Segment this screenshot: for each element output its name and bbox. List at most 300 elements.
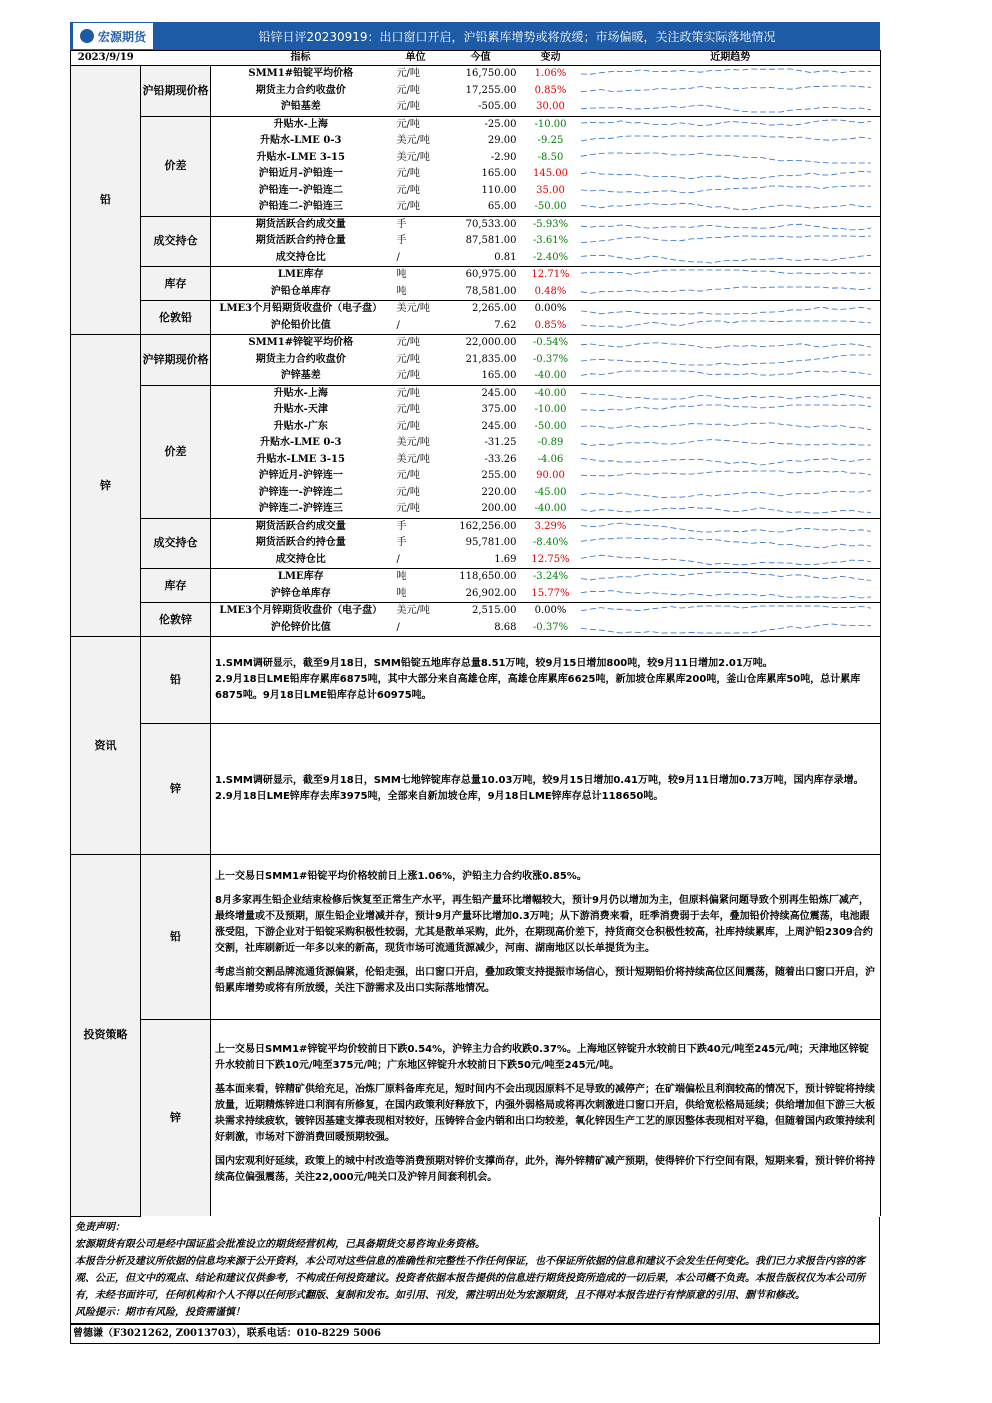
paragraph: 上一交易日SMM1#铅锭平均价格较前日上涨1.06%，沪铅主力合约收涨0.85%。: [215, 871, 587, 882]
header-row: [71, 51, 881, 66]
table-row: [71, 335, 881, 352]
indicator-name: 升贴水-LME 0-3: [260, 437, 342, 449]
trend-sparkline: [581, 520, 871, 534]
value-cell: -2.90: [490, 151, 517, 163]
trend-line: [581, 471, 871, 476]
company-logo: [72, 22, 154, 50]
strategy-label: 投资策略: [71, 855, 141, 1217]
value-cell: 26,902.00: [465, 587, 517, 599]
trend-line: [581, 270, 871, 274]
trend-cell: [581, 183, 881, 200]
change-cell: -40.00: [521, 385, 581, 402]
value-cell: 60,975.00: [441, 267, 521, 284]
change-cell: 90.00: [536, 470, 565, 482]
change-cell: -3.61%: [532, 235, 569, 247]
trend-line: [581, 255, 871, 263]
indicator-name: LME库存: [211, 569, 391, 586]
value-cell: 78,581.00: [465, 285, 517, 297]
value-cell: 65.00: [487, 201, 517, 213]
trend-cell: [581, 99, 881, 116]
unit-cell: 元/吨: [391, 385, 441, 402]
indicator-name: 期货主力合约收盘价: [255, 84, 346, 96]
value-cell: -505.00: [478, 101, 517, 113]
change-cell: 0.00%: [521, 603, 581, 620]
table-row: [71, 301, 881, 318]
trend-line: [581, 69, 871, 74]
unit-cell: 元/吨: [396, 370, 420, 382]
trend-cell: [581, 133, 881, 150]
change-cell: 0.48%: [534, 285, 567, 297]
unit-cell: 吨: [396, 587, 407, 599]
value-cell: 375.00: [481, 404, 517, 416]
paragraph: 上一交易日SMM1#锌锭平均价较前日下跌0.54%，沪锌主力合约收跌0.37%。上海地区锌锭升水较前日下跌40元/吨至245元/吨；天津地区锌锭升水较前日下跌10元/吨至375元/吨；广东地区锌锭升水较前日下跌50元/吨至245元/吨。: [215, 1044, 869, 1071]
change-cell: 0.00%: [521, 301, 581, 318]
trend-line: [581, 405, 871, 411]
group-label: 伦敦锌: [141, 603, 211, 637]
unit-cell: 元/吨: [391, 116, 441, 133]
table-row: [71, 603, 881, 620]
trend-line: [581, 120, 871, 126]
trend-sparkline: [581, 218, 871, 232]
trend-sparkline: [581, 420, 871, 434]
disclaimer-line: 风险提示：期市有风险，投资需谨慎！: [75, 1306, 245, 1318]
group-label: 沪锌期现价格: [141, 335, 211, 386]
value-cell: 29.00: [487, 135, 517, 147]
trend-cell: [581, 116, 881, 133]
logo-mark-icon: [80, 29, 94, 43]
trend-cell: [581, 603, 881, 620]
indicator-name: 沪铅基差: [280, 101, 321, 113]
indicator-name: 沪锌基差: [280, 370, 321, 382]
change-cell: 15.77%: [531, 587, 570, 599]
indicator-name: 沪伦锌价比值: [270, 621, 331, 633]
change-cell: -0.37%: [532, 621, 569, 633]
trend-cell: [581, 166, 881, 183]
author-footer: 曾德谦（F3021262, Z0013703），联系电话：010-8229 5006: [70, 1324, 880, 1344]
group-label: 伦敦铅: [141, 301, 211, 335]
value-cell: 16,750.00: [441, 66, 521, 83]
unit-cell: 元/吨: [396, 503, 420, 515]
trend-line: [581, 105, 871, 112]
change-cell: -50.00: [534, 420, 567, 432]
trend-line: [581, 371, 871, 375]
value-cell: 87,581.00: [465, 235, 517, 247]
unit-cell: 元/吨: [391, 335, 441, 352]
trend-sparkline: [581, 251, 871, 265]
indicator-name: SMM1#锌锭平均价格: [211, 335, 391, 352]
value-cell: 1.69: [494, 553, 517, 565]
trend-sparkline: [581, 285, 871, 299]
trend-sparkline: [581, 200, 871, 214]
trend-line: [581, 307, 871, 314]
value-cell: 110.00: [481, 184, 517, 196]
group-label: 价差: [141, 385, 211, 518]
change-cell: -40.00: [534, 370, 567, 382]
trend-cell: [581, 452, 881, 469]
trend-sparkline: [581, 118, 871, 132]
zinc-strategy: [211, 1020, 881, 1217]
text-row: [71, 855, 881, 1020]
metal-label: 锌: [71, 335, 141, 637]
col-trend: 近期趋势: [581, 51, 881, 66]
indicator-name: LME库存: [211, 267, 391, 284]
indicator-name: 期货主力合约收盘价: [255, 353, 346, 365]
change-cell: 0.85%: [534, 84, 567, 96]
indicator-name: 升贴水-LME 0-3: [260, 135, 342, 147]
indicator-name: 升贴水-上海: [211, 116, 391, 133]
indicator-name: 沪锌连二-沪锌连三: [258, 503, 343, 515]
change-cell: -0.54%: [521, 335, 581, 352]
table-row: [71, 116, 881, 133]
change-cell: -45.00: [534, 486, 567, 498]
unit-cell: 元/吨: [391, 66, 441, 83]
trend-sparkline: [581, 336, 871, 350]
unit-cell: 元/吨: [396, 420, 420, 432]
unit-cell: /: [396, 553, 400, 565]
trend-cell: [581, 485, 881, 502]
table-row: [71, 216, 881, 233]
value-cell: 118,650.00: [441, 569, 521, 586]
group-label: 库存: [141, 267, 211, 301]
value-cell: 7.62: [494, 319, 517, 331]
disclaimer-line: 本报告分析及建议所依据的信息均来源于公开资料，本公司对这些信息的准确性和完整性不作任何保证，也不保证所依据的信息和建议不会发生任何变化。我们已力求报告内容的客观、公正，但文中的观点、结论和建议仅供参考，不构成任何投资建议。投资者依据本报告提供的信息进行期货投资所造成的一切后果，本公司概不负责。本报告版权仅为本公司所有，未经书面许可，任何机构和个人不得以任何形式翻版、复制和发布。如引用、刊发，需注明出处为宏源期货，且不得对本报告进行有悖原意的引用、删节和修改。: [75, 1255, 865, 1301]
indicator-name: 升贴水-广东: [273, 420, 328, 432]
value-cell: -31.25: [484, 437, 517, 449]
value-cell: 245.00: [441, 385, 521, 402]
trend-cell: [581, 216, 881, 233]
unit-cell: 元/吨: [396, 486, 420, 498]
unit-cell: 手: [396, 235, 407, 247]
trend-line: [581, 606, 871, 611]
paragraph: 国内宏观利好延续，政策上的城中村改造等消费预期对锌价支撑尚存，此外，海外锌精矿减产预期，使得锌价下行空间有限，短期来看，预计锌价将持续高位偏强震荡，关注22,000元/吨关口及沪锌月间套利机会。: [215, 1156, 875, 1183]
indicator-name: 成交持仓比: [275, 251, 326, 263]
trend-line: [581, 172, 871, 179]
unit-cell: 元/吨: [396, 353, 420, 365]
change-cell: -0.37%: [532, 353, 569, 365]
trend-sparkline: [581, 268, 871, 282]
change-cell: 30.00: [536, 101, 565, 113]
value-cell: 2,265.00: [441, 301, 521, 318]
unit-cell: 美元/吨: [396, 437, 430, 449]
indicator-name: 升贴水-LME 3-15: [256, 453, 345, 465]
trend-sparkline: [581, 167, 871, 181]
trend-sparkline: [581, 502, 871, 516]
trend-cell: [581, 335, 881, 352]
unit-cell: 吨: [391, 267, 441, 284]
trend-line: [581, 458, 871, 465]
value-cell: 8.68: [494, 621, 517, 633]
metal-label: 铅: [71, 66, 141, 335]
trend-cell: [581, 419, 881, 436]
trend-line: [581, 204, 871, 210]
unit-cell: /: [396, 319, 400, 331]
unit-cell: /: [396, 621, 400, 633]
value-cell: 70,533.00: [441, 216, 521, 233]
unit-cell: /: [396, 251, 400, 263]
value-cell: 165.00: [481, 370, 517, 382]
trend-line: [581, 572, 871, 580]
trend-line: [581, 490, 871, 497]
lead-strategy: [211, 855, 881, 1020]
col-unit: 单位: [391, 51, 441, 66]
trend-cell: [581, 199, 881, 216]
value-cell: 0.81: [494, 251, 517, 263]
unit-cell: 手: [396, 537, 407, 549]
disclaimer-line: 宏源期货有限公司是经中国证监会批准设立的期货经营机构，已具备期货交易咨询业务资格。: [75, 1238, 485, 1250]
trend-sparkline: [581, 604, 871, 618]
trend-sparkline: [581, 536, 871, 550]
trend-sparkline: [581, 100, 871, 114]
trend-line: [581, 287, 871, 293]
trend-sparkline: [581, 570, 871, 584]
trend-sparkline: [581, 319, 871, 333]
indicator-name: 期货活跃合约持仓量: [255, 235, 346, 247]
unit-cell: 元/吨: [396, 84, 420, 96]
trend-line: [581, 555, 871, 565]
metal-sublabel: 锌: [141, 724, 211, 855]
change-cell: -50.00: [534, 201, 567, 213]
blank-header: [141, 51, 211, 66]
indicator-name: LME3个月锌期货收盘价（电子盘）: [211, 603, 391, 620]
col-value: 今值: [441, 51, 521, 66]
value-cell: -25.00: [441, 116, 521, 133]
paragraph: 考虑当前交割品牌流通货源偏紧，伦铅走强，出口窗口开启，叠加政策支持提振市场信心，预计短期铅价将持续高位区间震荡，随着出口窗口开启，沪铅累库增势或将有所放缓，关注下游需求及出口实际落地情况。: [215, 967, 875, 994]
col-indicator: 指标: [211, 51, 391, 66]
unit-cell: 美元/吨: [396, 453, 430, 465]
text-row: [71, 637, 881, 724]
trend-line: [581, 136, 871, 141]
trend-line: [581, 423, 871, 430]
trend-cell: [581, 535, 881, 552]
change-cell: -10.00: [534, 404, 567, 416]
indicator-name: 升贴水-上海: [211, 385, 391, 402]
unit-cell: 元/吨: [396, 470, 420, 482]
unit-cell: 手: [391, 518, 441, 535]
trend-cell: [581, 586, 881, 603]
change-cell: 145.00: [533, 168, 568, 180]
metal-sublabel: 铅: [141, 855, 211, 1020]
trend-cell: [581, 150, 881, 167]
change-cell: -5.93%: [521, 216, 581, 233]
change-cell: 12.75%: [531, 553, 570, 565]
table-row: [71, 385, 881, 402]
trend-line: [581, 624, 871, 633]
value-cell: 255.00: [481, 470, 517, 482]
zinc-news: [211, 724, 881, 855]
trend-line: [581, 321, 871, 327]
indicator-name: 期货活跃合约成交量: [211, 518, 391, 535]
trend-line: [581, 523, 871, 532]
trend-cell: [581, 402, 881, 419]
paragraph: 基本面来看，锌精矿供给充足，冶炼厂原料备库充足，短时间内不会出现因原料不足导致的减停产；在矿端偏松且利润较高的情况下，预计锌锭将持续放量，近期精炼锌进口利润有所修复，在国内政策利好释放下，内强外弱格局或将再次刺激进口窗口开启，供给宽松格局延续；供给增加但下游三大板块需求持续疲软，镀锌因基建支撑表现相对较好，压铸锌合金内销和出口均较差，氧化锌因生产工艺的原因整体表现相对平稳，但随着国内政策持续利好刺激，市场对下游消费回暖预期较强。: [215, 1084, 875, 1143]
trend-sparkline: [581, 621, 871, 635]
trend-cell: [581, 318, 881, 335]
trend-cell: [581, 368, 881, 385]
lead-news: [211, 637, 881, 724]
paragraph: 1.SMM调研显示，截至9月18日，SMM七地锌锭库存总量10.03万吨，较9月15日增加0.41万吨，较9月11日增加0.73万吨，国内库存录增。 2.9月18日LME锌库存去库3975吨，全部来自新加坡仓库，9月18日LME锌库存总计118650吨。: [215, 775, 864, 802]
trend-sparkline: [581, 387, 871, 401]
trend-sparkline: [581, 553, 871, 567]
trend-cell: [581, 66, 881, 83]
trend-cell: [581, 83, 881, 100]
trend-sparkline: [581, 369, 871, 383]
group-label: 沪铅期现价格: [141, 66, 211, 117]
paragraph: 8月多家再生铅企业结束检修后恢复至正常生产水平，再生铅产量环比增幅较大，预计9月仍以增加为主，但原料偏紧问题导致个别再生铅炼厂减产，最终增量或不及预期，原生铅企业增减并存，预计9月产量环比增加0.3万吨；从下游消费来看，旺季消费弱于去年，叠加铅价持续高位震荡，电池跟涨受阻，下游企业对于铅锭采购积极性较弱，尤其是散单采购，此外，在期现高价差下，持货商交仓积极性较高，社库持续累库，上周沪铅2309合约交割，社库刷新近一年多以来的新高，现货市场可流通货源减少，河南、湖南地区以长单提货为主。: [215, 895, 873, 954]
indicator-name: 升贴水-LME 3-15: [256, 151, 345, 163]
indicator-name: 期货活跃合约成交量: [211, 216, 391, 233]
date-cell: 2023/9/19: [71, 51, 141, 66]
trend-line: [581, 224, 871, 230]
change-cell: -8.50: [537, 151, 564, 163]
trend-cell: [581, 267, 881, 284]
trend-line: [581, 590, 871, 597]
value-cell: 245.00: [481, 420, 517, 432]
change-cell: 0.85%: [534, 319, 567, 331]
indicator-name: 沪伦铅价比值: [270, 319, 331, 331]
change-cell: 35.00: [536, 184, 565, 196]
disclaimer: [70, 1217, 880, 1324]
report-title: 铅锌日评20230919：出口窗口开启，沪铅累库增势或将放缓；市场偏暖，关注政策实际落地情况: [258, 29, 776, 44]
logo-text: 宏源期货: [97, 29, 146, 44]
unit-cell: 美元/吨: [391, 603, 441, 620]
unit-cell: 美元/吨: [391, 301, 441, 318]
indicator-name: 期货活跃合约持仓量: [255, 537, 346, 549]
trend-sparkline: [581, 302, 871, 316]
value-cell: 220.00: [481, 486, 517, 498]
group-label: 库存: [141, 569, 211, 603]
unit-cell: 美元/吨: [396, 135, 430, 147]
trend-sparkline: [581, 469, 871, 483]
unit-cell: 美元/吨: [396, 151, 430, 163]
report-banner: [70, 22, 880, 50]
trend-cell: [581, 518, 881, 535]
value-cell: 200.00: [481, 503, 517, 515]
group-label: 价差: [141, 116, 211, 216]
indicator-name: 沪铅近月-沪铅连一: [258, 168, 343, 180]
trend-line: [581, 440, 871, 446]
value-cell: -33.26: [484, 453, 517, 465]
change-cell: 1.06%: [521, 66, 581, 83]
indicator-name: 沪锌近月-沪锌连一: [258, 470, 343, 482]
trend-cell: [581, 284, 881, 301]
trend-cell: [581, 552, 881, 569]
trend-cell: [581, 233, 881, 250]
indicator-name: LME3个月铅期货收盘价（电子盘）: [211, 301, 391, 318]
value-cell: 165.00: [481, 168, 517, 180]
trend-line: [581, 236, 871, 243]
unit-cell: 元/吨: [396, 404, 420, 416]
table-row: [71, 66, 881, 83]
trend-sparkline: [581, 453, 871, 467]
trend-line: [581, 355, 871, 365]
trend-sparkline: [581, 84, 871, 98]
trend-cell: [581, 435, 881, 452]
trend-sparkline: [581, 184, 871, 198]
trend-sparkline: [581, 134, 871, 148]
trend-cell: [581, 385, 881, 402]
trend-line: [581, 393, 871, 399]
change-cell: -0.89: [537, 437, 564, 449]
table-row: [71, 569, 881, 586]
unit-cell: 吨: [396, 285, 407, 297]
news-label: 资讯: [71, 637, 141, 855]
trend-sparkline: [581, 486, 871, 500]
table-row: [71, 267, 881, 284]
unit-cell: 元/吨: [396, 201, 420, 213]
change-cell: 3.29%: [521, 518, 581, 535]
text-row: [71, 1020, 881, 1217]
trend-cell: [581, 301, 881, 318]
trend-sparkline: [581, 67, 871, 81]
value-cell: 2,515.00: [441, 603, 521, 620]
trend-line: [581, 153, 871, 163]
change-cell: -9.25: [537, 135, 564, 147]
metal-sublabel: 铅: [141, 637, 211, 724]
trend-cell: [581, 468, 881, 485]
trend-cell: [581, 501, 881, 518]
value-cell: 162,256.00: [441, 518, 521, 535]
table-row: [71, 518, 881, 535]
trend-line: [581, 186, 871, 193]
indicator-name: 升贴水-天津: [273, 404, 328, 416]
value-cell: 21,835.00: [465, 353, 517, 365]
value-cell: 95,781.00: [465, 537, 517, 549]
unit-cell: 吨: [391, 569, 441, 586]
unit-cell: 元/吨: [396, 101, 420, 113]
unit-cell: 元/吨: [396, 168, 420, 180]
trend-line: [581, 343, 871, 348]
col-change: 变动: [521, 51, 581, 66]
trend-sparkline: [581, 151, 871, 165]
disclaimer-line: 免责声明：: [75, 1221, 125, 1233]
indicator-name: SMM1#铅锭平均价格: [211, 66, 391, 83]
change-cell: 12.71%: [521, 267, 581, 284]
change-cell: -8.40%: [532, 537, 569, 549]
trend-cell: [581, 569, 881, 586]
trend-sparkline: [581, 436, 871, 450]
unit-cell: 手: [391, 216, 441, 233]
report-page: [70, 22, 880, 1344]
trend-line: [581, 508, 871, 514]
trend-cell: [581, 352, 881, 369]
trend-line: [581, 538, 871, 548]
indicator-name: 成交持仓比: [275, 553, 326, 565]
trend-sparkline: [581, 403, 871, 417]
group-label: 成交持仓: [141, 518, 211, 569]
trend-sparkline: [581, 587, 871, 601]
paragraph: 1.SMM调研显示，截至9月18日，SMM铅锭五地库存总量8.51万吨，较9月15日增加800吨，较9月11日增加2.01万吨。 2.9月18日LME铅库存累库6875吨，其中大部分来自高雄仓库，高雄仓库累库6625吨，新加坡仓库累库200吨，釜山仓库累库50吨，总计累库6875吨。9月18日LME铅库存总计60975吨。: [215, 658, 861, 701]
trend-sparkline: [581, 353, 871, 367]
unit-cell: 元/吨: [396, 184, 420, 196]
trend-cell: [581, 250, 881, 267]
group-label: 成交持仓: [141, 216, 211, 267]
change-cell: -2.40%: [532, 251, 569, 263]
indicator-name: 沪铅连一-沪铅连二: [258, 184, 343, 196]
indicator-name: 沪铅连二-沪铅连三: [258, 201, 343, 213]
metal-sublabel: 锌: [141, 1020, 211, 1217]
trend-line: [581, 86, 871, 92]
value-cell: 22,000.00: [441, 335, 521, 352]
indicator-name: 沪铅仓单库存: [270, 285, 331, 297]
trend-cell: [581, 620, 881, 637]
value-cell: 17,255.00: [465, 84, 517, 96]
text-row: [71, 724, 881, 855]
indicator-name: 沪锌连一-沪锌连二: [258, 486, 343, 498]
indicator-name: 沪锌仓单库存: [270, 587, 331, 599]
change-cell: -40.00: [534, 503, 567, 515]
change-cell: -4.06: [537, 453, 564, 465]
indicator-table: [70, 50, 881, 1217]
